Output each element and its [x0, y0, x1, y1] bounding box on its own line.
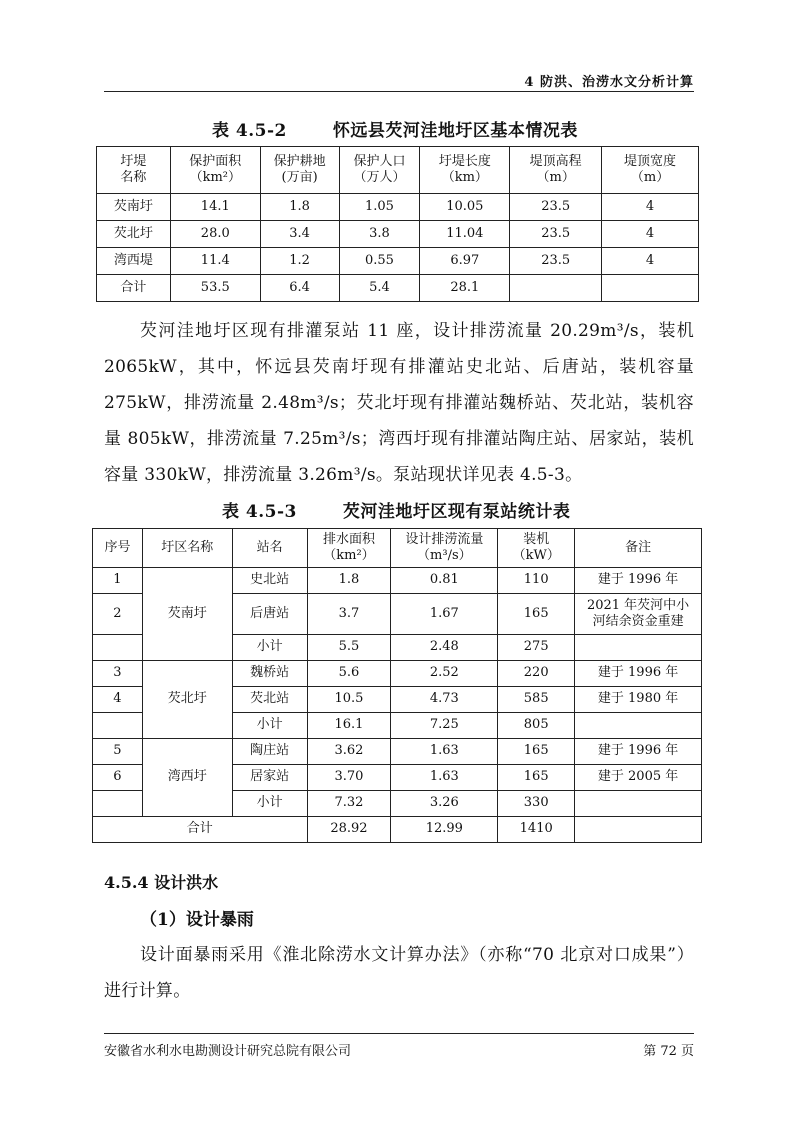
table-cell: 23.5	[510, 248, 602, 275]
table-cell: 合计	[97, 275, 171, 302]
table-header-row	[97, 147, 699, 194]
header-cell	[391, 529, 498, 568]
table2-caption	[222, 497, 570, 522]
table-row	[93, 661, 702, 687]
table-cell: 湾西堤	[97, 248, 171, 275]
header-cell	[97, 147, 171, 194]
header-cell	[498, 529, 575, 568]
header-rule	[104, 91, 694, 92]
header-cell-line: （m）	[536, 170, 575, 185]
header-cell	[170, 147, 260, 194]
header-cell-line: （km²）	[323, 548, 375, 563]
table-cell: 0.55	[339, 248, 420, 275]
station-name: 魏桥站	[232, 661, 307, 687]
design-flow: 4.73	[391, 687, 498, 713]
section-title: 设计洪水	[154, 873, 219, 892]
station-name: 小计	[232, 635, 307, 661]
header-cell-line: 保护耕地	[273, 153, 326, 169]
drainage-area: 3.7	[307, 594, 391, 635]
row-number: 3	[93, 661, 143, 687]
table1-caption-number: 表 4.5-2	[212, 121, 287, 141]
station-name: 居家站	[232, 765, 307, 791]
header-cell-line: （km）	[441, 170, 488, 185]
header-cell-line: （km²）	[189, 170, 241, 185]
table-row	[97, 194, 699, 221]
header-cell-line: 堤顶宽度	[624, 153, 677, 169]
header-cell-line: 排水面积	[322, 531, 375, 547]
design-rainfall-paragraph: 设计面暴雨采用《淮北除涝水文计算办法》（亦称“70 北京对口成果”）进行计算。	[104, 945, 694, 1001]
header-cell-line: （万人）	[353, 170, 406, 185]
header-cell-line: （m）	[630, 170, 670, 185]
installed-capacity: 585	[498, 687, 575, 713]
remark: 建于 1996 年	[575, 568, 702, 594]
polder-name: 湾西圩	[142, 739, 232, 817]
footer-company: 安徽省水利水电勘测设计研究总院有限公司	[104, 1044, 352, 1059]
header-cell-line: 圩区名称	[161, 539, 214, 555]
installed-capacity: 165	[498, 594, 575, 635]
table-cell: 14.1	[170, 194, 260, 221]
installed-capacity: 110	[498, 568, 575, 594]
table-cell: 3.8	[339, 221, 420, 248]
table-cell: 芡北圩	[97, 221, 171, 248]
installed-capacity: 165	[498, 765, 575, 791]
header-cell-line: 名称	[120, 170, 147, 185]
station-name: 史北站	[232, 568, 307, 594]
drainage-area: 3.70	[307, 765, 391, 791]
row-number: 6	[93, 765, 143, 791]
row-number	[93, 791, 143, 817]
row-number: 2	[93, 594, 143, 635]
station-name: 小计	[232, 791, 307, 817]
header-cell-line: 圩堤长度	[438, 153, 491, 169]
table-cell	[602, 275, 699, 302]
table2-caption-title: 芡河洼地圩区现有泵站统计表	[342, 502, 571, 522]
header-cell	[339, 147, 420, 194]
header-cell	[307, 529, 391, 568]
table-cell: 1.2	[260, 248, 339, 275]
table-cell: 11.04	[420, 221, 510, 248]
installed-capacity: 330	[498, 791, 575, 817]
row-number	[93, 713, 143, 739]
row-number: 1	[93, 568, 143, 594]
remark	[575, 791, 702, 817]
header-cell	[575, 529, 702, 568]
installed-capacity: 1410	[498, 817, 575, 843]
design-flow: 12.99	[391, 817, 498, 843]
header-cell-line: 备注	[625, 539, 652, 555]
header-cell-line: 装机	[523, 531, 550, 547]
station-name: 后唐站	[232, 594, 307, 635]
header-cell-line: （m³/s）	[417, 548, 472, 563]
installed-capacity: 805	[498, 713, 575, 739]
header-cell-line: (万亩)	[281, 170, 318, 185]
table-cell: 芡南圩	[97, 194, 171, 221]
header-cell	[420, 147, 510, 194]
header-cell	[602, 147, 699, 194]
remark: 建于 1980 年	[575, 687, 702, 713]
design-flow: 1.63	[391, 765, 498, 791]
table-row	[93, 739, 702, 765]
row-number: 4	[93, 687, 143, 713]
remark	[575, 817, 702, 843]
footer-rule	[104, 1033, 694, 1034]
drainage-area: 28.92	[307, 817, 391, 843]
drainage-area: 7.32	[307, 791, 391, 817]
header-cell-line: 保护人口	[353, 153, 406, 169]
design-flow: 1.67	[391, 594, 498, 635]
installed-capacity: 220	[498, 661, 575, 687]
table-cell: 3.4	[260, 221, 339, 248]
remark	[575, 713, 702, 739]
total-label: 合计	[93, 817, 308, 843]
remark: 建于 1996 年	[575, 661, 702, 687]
section-number: 4.5.4	[104, 873, 149, 892]
total-row	[93, 817, 702, 843]
design-flow: 2.52	[391, 661, 498, 687]
table-row	[97, 275, 699, 302]
drainage-area: 5.6	[307, 661, 391, 687]
design-flow: 3.26	[391, 791, 498, 817]
drainage-area: 5.5	[307, 635, 391, 661]
chapter-header: 4 防洪、治涝水文分析计算	[524, 75, 694, 90]
header-cell	[510, 147, 602, 194]
table-header-row	[93, 529, 702, 568]
table-cell: 28.0	[170, 221, 260, 248]
row-number	[93, 635, 143, 661]
header-cell-line: （kW）	[512, 548, 560, 563]
station-name: 芡北站	[232, 687, 307, 713]
table-cell: 4	[602, 194, 699, 221]
footer-page-number: 第 72 页	[643, 1044, 694, 1059]
remark: 2021 年芡河中小河结余资金重建	[575, 594, 702, 635]
header-cell-line: 站名	[256, 539, 283, 555]
pump-station-table	[92, 528, 702, 843]
site-info-table	[96, 146, 699, 302]
drainage-area: 3.62	[307, 739, 391, 765]
remark	[575, 635, 702, 661]
table-cell: 1.05	[339, 194, 420, 221]
header-cell-line: 圩堤	[120, 153, 147, 169]
header-cell-line: 堤顶高程	[529, 153, 582, 169]
station-name: 小计	[232, 713, 307, 739]
drainage-area: 10.5	[307, 687, 391, 713]
table-cell: 10.05	[420, 194, 510, 221]
table-cell: 4	[602, 248, 699, 275]
table2-caption-number: 表 4.5-3	[222, 502, 297, 522]
table-row	[97, 248, 699, 275]
header-cell	[142, 529, 232, 568]
remark: 建于 1996 年	[575, 739, 702, 765]
design-flow: 0.81	[391, 568, 498, 594]
drainage-area: 1.8	[307, 568, 391, 594]
installed-capacity: 165	[498, 739, 575, 765]
table1-caption-title: 怀远县芡河洼地圩区基本情况表	[332, 121, 578, 141]
design-flow: 7.25	[391, 713, 498, 739]
table-cell	[510, 275, 602, 302]
polder-name: 芡南圩	[142, 568, 232, 661]
header-cell	[260, 147, 339, 194]
remark: 建于 2005 年	[575, 765, 702, 791]
table-cell: 6.4	[260, 275, 339, 302]
table-cell: 5.4	[339, 275, 420, 302]
header-cell	[232, 529, 307, 568]
table-cell: 23.5	[510, 221, 602, 248]
section-heading	[104, 870, 218, 893]
table-cell: 11.4	[170, 248, 260, 275]
header-cell-line: 序号	[104, 539, 131, 555]
table-cell: 4	[602, 221, 699, 248]
subsection-heading: （1）设计暴雨	[140, 910, 254, 930]
drainage-area: 16.1	[307, 713, 391, 739]
table-row	[93, 568, 702, 594]
station-name: 陶庄站	[232, 739, 307, 765]
table-cell: 28.1	[420, 275, 510, 302]
header-cell-line: 设计排涝流量	[405, 531, 484, 547]
polder-name: 芡北圩	[142, 661, 232, 739]
table1-caption	[212, 116, 578, 141]
design-flow: 1.63	[391, 739, 498, 765]
table-cell: 53.5	[170, 275, 260, 302]
header-cell-line: 保护面积	[189, 153, 242, 169]
pump-station-paragraph: 芡河洼地圩区现有排灌泵站 11 座，设计排涝流量 20.29m³/s，装机 2065kW，其中，怀远县芡南圩现有排灌站史北站、后唐站，装机容量 275kW，排涝流量 2.48m³/s；芡北圩现有排灌站魏桥站、芡北站，装机容量 805kW，排涝流量 7.25m³/s；湾西圩现有排灌站陶庄站、居家站，装机容量 330kW，排涝流量 3.26m³/s。泵站现状详见表 4.5-3。	[104, 321, 694, 485]
header-cell	[93, 529, 143, 568]
table-cell: 6.97	[420, 248, 510, 275]
table-cell: 1.8	[260, 194, 339, 221]
row-number: 5	[93, 739, 143, 765]
table-row	[97, 221, 699, 248]
table-cell: 23.5	[510, 194, 602, 221]
design-flow: 2.48	[391, 635, 498, 661]
installed-capacity: 275	[498, 635, 575, 661]
